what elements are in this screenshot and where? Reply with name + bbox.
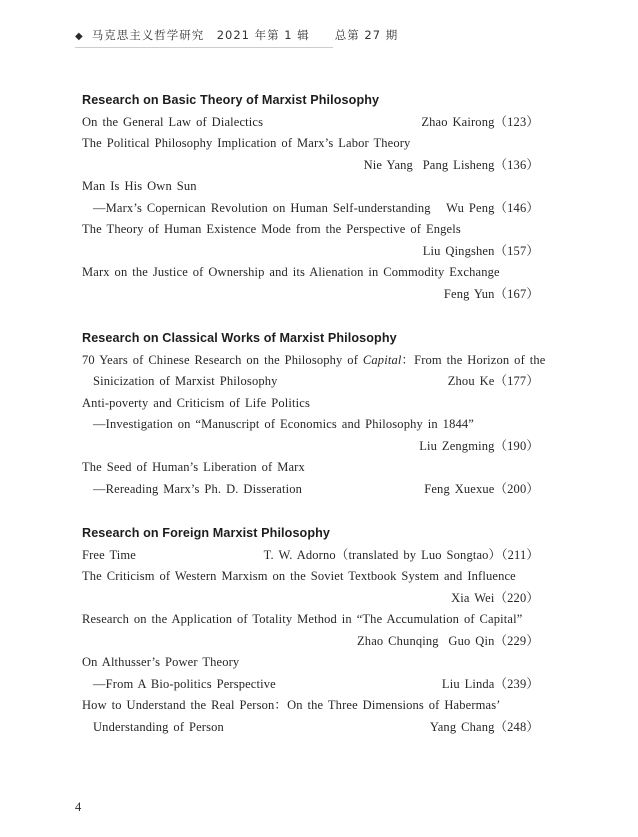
entry-title: On the General Law of Dialectics	[82, 114, 264, 129]
toc-entry	[82, 566, 539, 588]
toc-entry-subtitle	[82, 479, 539, 501]
entry-title: Man Is His Own Sun	[82, 179, 197, 193]
entry-title: Sinicization of Marxist Philosophy	[93, 374, 278, 388]
entry-author-page: Xia Wei（220）	[451, 590, 539, 605]
toc-section-classical-works	[82, 328, 546, 500]
entry-title: How to Understand the Real Person：On the Three Dimensions of Habermas’	[82, 698, 501, 712]
toc-entry	[82, 176, 539, 198]
entry-author-page: Nie Yang Pang Lisheng（136）	[363, 157, 539, 172]
entry-subtitle: —Investigation on “Manuscript of Economics and Philosophy in 1844”	[93, 417, 474, 431]
entry-title: The Seed of Human’s Liberation of Marx	[82, 460, 305, 474]
entry-title: Anti-poverty and Criticism of Life Politics	[82, 395, 310, 410]
toc-entry-subtitle	[82, 674, 539, 696]
toc-entry-subtitle	[82, 198, 539, 220]
toc-entry-continuation	[82, 717, 539, 739]
diamond-icon: ◆	[75, 31, 84, 42]
toc-entry	[82, 609, 539, 631]
header-divider	[75, 47, 333, 48]
entry-author-page: Zhou Ke（177）	[447, 374, 539, 388]
toc-entry	[82, 133, 539, 155]
entry-title: Marx on the Justice of Ownership and its Alienation in Commodity Exchange	[82, 265, 500, 279]
toc-entry	[82, 350, 546, 372]
toc-entry	[82, 695, 539, 717]
toc-entry	[82, 284, 539, 306]
toc-entry-subtitle	[82, 414, 539, 436]
entry-author-page: Zhao Kairong（123）	[421, 114, 539, 129]
entry-author-page: Feng Yun（167）	[443, 286, 539, 301]
entry-title-part: 70 Years of Chinese Research on the Philosophy of	[82, 352, 363, 367]
entry-title: The Criticism of Western Marxism on the Soviet Textbook System and Influence	[82, 569, 516, 583]
entry-title: On Althusser’s Power Theory	[82, 655, 240, 669]
toc-entry	[82, 155, 539, 177]
toc-section-foreign-marxist	[82, 523, 539, 738]
section-heading: Research on Foreign Marxist Philosophy	[82, 526, 331, 540]
toc-entry	[82, 652, 539, 674]
table-of-contents	[82, 90, 546, 738]
entry-author-page: Zhao Chunqing Guo Qin（229）	[357, 633, 539, 648]
page-number: 4	[75, 800, 82, 814]
toc-entry	[82, 545, 539, 567]
entry-author-page: T. W. Adorno（translated by Luo Songtao）（211）	[263, 547, 539, 562]
entry-author-page: Liu Zengming（190）	[419, 438, 539, 453]
entry-title: Free Time	[82, 547, 136, 562]
entry-author-page: Liu Qingshen（157）	[422, 243, 539, 258]
entry-subtitle: —Rereading Marx’s Ph. D. Disseration	[93, 481, 302, 496]
toc-entry	[82, 219, 539, 241]
entry-title: The Theory of Human Existence Mode from the Perspective of Engels	[82, 222, 461, 236]
running-head	[75, 27, 588, 43]
toc-entry-continuation	[82, 371, 539, 393]
entry-subtitle: —From A Bio-politics Perspective	[93, 676, 276, 691]
toc-entry	[82, 436, 539, 458]
toc-section-basic-theory	[82, 90, 539, 305]
entry-title	[82, 350, 545, 372]
entry-title: Research on the Application of Totality Method in “The Accumulation of Capital”	[82, 612, 523, 626]
entry-subtitle: —Marx’s Copernican Revolution on Human Self-understanding	[93, 200, 431, 215]
toc-entry	[82, 241, 539, 263]
toc-entry	[82, 457, 539, 479]
toc-entry	[82, 631, 539, 653]
entry-author-page: Feng Xuexue（200）	[424, 481, 539, 496]
entry-title-italic: Capital	[362, 352, 402, 367]
entry-title: Understanding of Person	[93, 719, 224, 734]
journal-title: 马克思主义哲学研究 2021 年第 1 辑 总第 27 期	[91, 28, 399, 42]
toc-entry	[82, 262, 539, 284]
section-heading: Research on Classical Works of Marxist Philosophy	[82, 331, 397, 345]
toc-entry	[82, 588, 539, 610]
entry-author-page: Yang Chang（248）	[429, 719, 539, 734]
section-heading: Research on Basic Theory of Marxist Philosophy	[82, 93, 380, 107]
entry-title-part: ：From the Horizon of the	[401, 352, 546, 367]
entry-author-page: Wu Peng（146）	[446, 200, 539, 215]
toc-entry	[82, 112, 539, 134]
entry-title: The Political Philosophy Implication of Marx’s Labor Theory	[82, 136, 411, 150]
entry-author-page: Liu Linda（239）	[441, 676, 539, 691]
toc-entry	[82, 393, 539, 415]
